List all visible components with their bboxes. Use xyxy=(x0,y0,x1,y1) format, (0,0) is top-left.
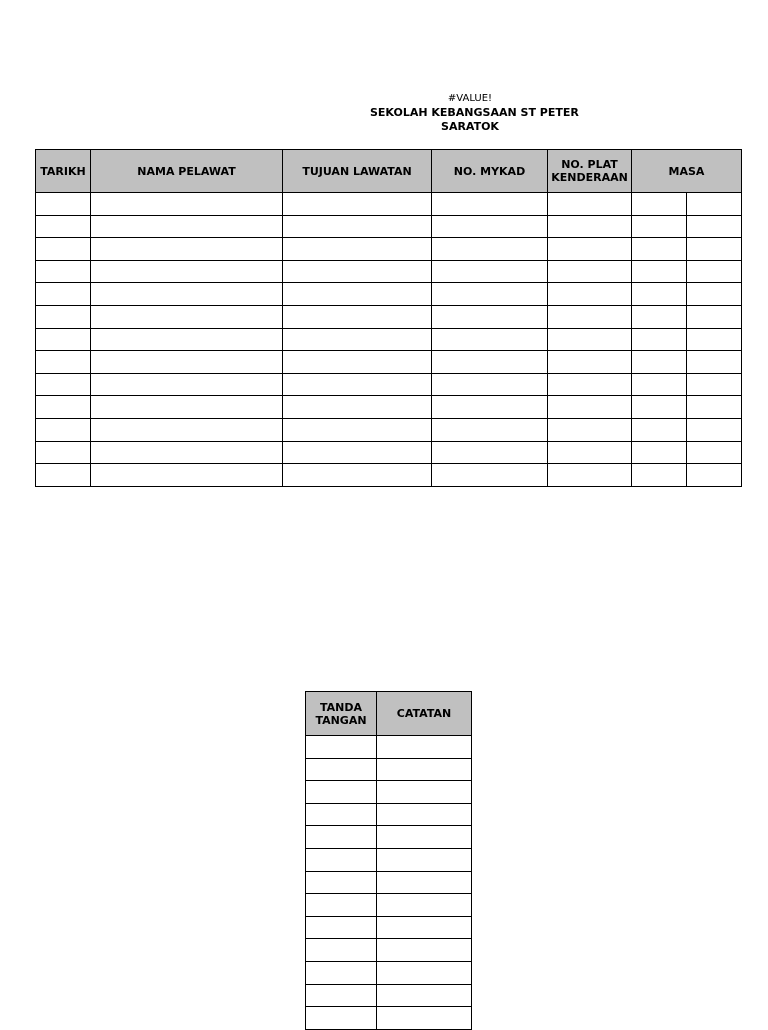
cell-tanda-tangan[interactable] xyxy=(306,826,377,849)
cell-masa-in[interactable] xyxy=(632,215,687,238)
table-row xyxy=(306,803,472,826)
school-name: SEKOLAH KEBANGSAAN ST PETER xyxy=(370,106,579,119)
cell-no-plat-kenderaan[interactable] xyxy=(548,418,632,441)
cell-masa-in[interactable] xyxy=(632,464,687,487)
cell-no-plat-kenderaan[interactable] xyxy=(548,305,632,328)
cell-masa-out[interactable] xyxy=(687,283,742,306)
cell-tujuan-lawatan[interactable] xyxy=(283,215,432,238)
cell-masa-out[interactable] xyxy=(687,396,742,419)
cell-tarikh[interactable] xyxy=(36,260,91,283)
cell-nama-pelawat[interactable] xyxy=(91,418,283,441)
cell-no-plat-kenderaan[interactable] xyxy=(548,215,632,238)
cell-tanda-tangan[interactable] xyxy=(306,871,377,894)
school-town: SARATOK xyxy=(441,120,499,133)
cell-no-plat-kenderaan[interactable] xyxy=(548,193,632,216)
cell-tujuan-lawatan[interactable] xyxy=(283,396,432,419)
table-row xyxy=(306,736,472,759)
cell-masa-in[interactable] xyxy=(632,373,687,396)
cell-tanda-tangan[interactable] xyxy=(306,1007,377,1030)
cell-catatan[interactable] xyxy=(377,1007,472,1030)
cell-catatan[interactable] xyxy=(377,781,472,804)
table-row xyxy=(36,373,742,396)
cell-nama-pelawat[interactable] xyxy=(91,305,283,328)
cell-masa-out[interactable] xyxy=(687,260,742,283)
cell-nama-pelawat[interactable] xyxy=(91,215,283,238)
tanda-tangan-line1: TANDA xyxy=(319,700,362,714)
table-row xyxy=(306,826,472,849)
cell-tanda-tangan[interactable] xyxy=(306,848,377,871)
cell-no-plat-kenderaan[interactable] xyxy=(548,260,632,283)
cell-tanda-tangan[interactable] xyxy=(306,984,377,1007)
table-row xyxy=(36,260,742,283)
cell-masa-in[interactable] xyxy=(632,328,687,351)
table-row xyxy=(36,351,742,374)
header-error-value: #VALUE! xyxy=(447,93,493,104)
cell-tanda-tangan[interactable] xyxy=(306,758,377,781)
cell-nama-pelawat[interactable] xyxy=(91,328,283,351)
cell-tarikh[interactable] xyxy=(36,283,91,306)
cell-no-mykad[interactable] xyxy=(432,373,548,396)
cell-nama-pelawat[interactable] xyxy=(91,260,283,283)
table-row xyxy=(36,464,742,487)
table-row xyxy=(306,939,472,962)
cell-tarikh[interactable] xyxy=(36,193,91,216)
cell-tujuan-lawatan[interactable] xyxy=(283,418,432,441)
cell-masa-in[interactable] xyxy=(632,418,687,441)
column-header-catatan: CATATAN xyxy=(377,692,472,736)
cell-catatan[interactable] xyxy=(377,984,472,1007)
header-row xyxy=(306,692,472,736)
cell-tujuan-lawatan[interactable] xyxy=(283,464,432,487)
cell-masa-out[interactable] xyxy=(687,464,742,487)
column-header-masa: MASA xyxy=(632,150,742,193)
cell-tujuan-lawatan[interactable] xyxy=(283,238,432,261)
table-row xyxy=(36,396,742,419)
cell-nama-pelawat[interactable] xyxy=(91,441,283,464)
cell-nama-pelawat[interactable] xyxy=(91,396,283,419)
cell-catatan[interactable] xyxy=(377,826,472,849)
cell-nama-pelawat[interactable] xyxy=(91,351,283,374)
cell-no-plat-kenderaan[interactable] xyxy=(548,441,632,464)
cell-masa-in[interactable] xyxy=(632,441,687,464)
cell-tanda-tangan[interactable] xyxy=(306,803,377,826)
cell-tujuan-lawatan[interactable] xyxy=(283,260,432,283)
cell-tujuan-lawatan[interactable] xyxy=(283,283,432,306)
cell-no-plat-kenderaan[interactable] xyxy=(548,396,632,419)
cell-masa-out[interactable] xyxy=(687,351,742,374)
table-row xyxy=(306,758,472,781)
cell-tarikh[interactable] xyxy=(36,328,91,351)
column-header-no-mykad: NO. MYKAD xyxy=(432,150,548,193)
table-row xyxy=(36,328,742,351)
table-row xyxy=(306,916,472,939)
tanda-tangan-line2: TANGAN xyxy=(315,713,367,727)
cell-tanda-tangan[interactable] xyxy=(306,894,377,917)
column-header-tujuan-lawatan: TUJUAN LAWATAN xyxy=(283,150,432,193)
cell-tujuan-lawatan[interactable] xyxy=(283,373,432,396)
cell-no-plat-kenderaan[interactable] xyxy=(548,283,632,306)
cell-no-plat-kenderaan[interactable] xyxy=(548,328,632,351)
cell-catatan[interactable] xyxy=(377,871,472,894)
cell-tarikh[interactable] xyxy=(36,215,91,238)
table-row xyxy=(36,283,742,306)
visitor-log-body xyxy=(36,193,742,487)
cell-nama-pelawat[interactable] xyxy=(91,283,283,306)
cell-masa-in[interactable] xyxy=(632,283,687,306)
no-plat-line2: KENDERAAN xyxy=(551,171,628,184)
cell-nama-pelawat[interactable] xyxy=(91,373,283,396)
cell-tanda-tangan[interactable] xyxy=(306,961,377,984)
header-row xyxy=(36,150,742,193)
cell-tujuan-lawatan[interactable] xyxy=(283,305,432,328)
cell-tarikh[interactable] xyxy=(36,238,91,261)
cell-tanda-tangan[interactable] xyxy=(306,781,377,804)
cell-masa-out[interactable] xyxy=(687,328,742,351)
cell-tanda-tangan[interactable] xyxy=(306,916,377,939)
cell-catatan[interactable] xyxy=(377,916,472,939)
table-row xyxy=(36,238,742,261)
table-row xyxy=(306,894,472,917)
cell-no-mykad[interactable] xyxy=(432,351,548,374)
table-row xyxy=(306,984,472,1007)
cell-no-mykad[interactable] xyxy=(432,396,548,419)
cell-tarikh[interactable] xyxy=(36,418,91,441)
cell-masa-in[interactable] xyxy=(632,351,687,374)
table-row xyxy=(36,215,742,238)
cell-tujuan-lawatan[interactable] xyxy=(283,193,432,216)
cell-no-mykad[interactable] xyxy=(432,238,548,261)
cell-no-plat-kenderaan[interactable] xyxy=(548,351,632,374)
table-row xyxy=(36,305,742,328)
cell-tujuan-lawatan[interactable] xyxy=(283,328,432,351)
table-row xyxy=(306,848,472,871)
cell-no-mykad[interactable] xyxy=(432,464,548,487)
column-header-nama-pelawat: NAMA PELAWAT xyxy=(91,150,283,193)
cell-catatan[interactable] xyxy=(377,939,472,962)
cell-masa-out[interactable] xyxy=(687,215,742,238)
visitor-log-table xyxy=(35,149,742,487)
cell-tujuan-lawatan[interactable] xyxy=(283,351,432,374)
table-row xyxy=(36,441,742,464)
column-header-tanda-tangan xyxy=(306,692,377,736)
table-row xyxy=(306,961,472,984)
table-row xyxy=(36,193,742,216)
cell-catatan[interactable] xyxy=(377,894,472,917)
table-row xyxy=(306,1007,472,1030)
cell-catatan[interactable] xyxy=(377,803,472,826)
cell-tanda-tangan[interactable] xyxy=(306,736,377,759)
table-row xyxy=(306,781,472,804)
cell-masa-in[interactable] xyxy=(632,260,687,283)
table-row xyxy=(36,418,742,441)
table-row xyxy=(306,871,472,894)
signature-table xyxy=(305,691,472,1030)
cell-masa-out[interactable] xyxy=(687,193,742,216)
cell-no-mykad[interactable] xyxy=(432,260,548,283)
cell-nama-pelawat[interactable] xyxy=(91,464,283,487)
cell-masa-out[interactable] xyxy=(687,238,742,261)
cell-no-plat-kenderaan[interactable] xyxy=(548,238,632,261)
cell-no-plat-kenderaan[interactable] xyxy=(548,464,632,487)
cell-no-mykad[interactable] xyxy=(432,193,548,216)
cell-tarikh[interactable] xyxy=(36,373,91,396)
cell-masa-in[interactable] xyxy=(632,305,687,328)
cell-tarikh[interactable] xyxy=(36,464,91,487)
cell-nama-pelawat[interactable] xyxy=(91,193,283,216)
cell-no-mykad[interactable] xyxy=(432,328,548,351)
cell-no-mykad[interactable] xyxy=(432,305,548,328)
cell-masa-out[interactable] xyxy=(687,373,742,396)
cell-catatan[interactable] xyxy=(377,736,472,759)
cell-tarikh[interactable] xyxy=(36,305,91,328)
cell-no-mykad[interactable] xyxy=(432,215,548,238)
cell-masa-out[interactable] xyxy=(687,305,742,328)
cell-tujuan-lawatan[interactable] xyxy=(283,441,432,464)
cell-catatan[interactable] xyxy=(377,961,472,984)
cell-no-mykad[interactable] xyxy=(432,283,548,306)
cell-catatan[interactable] xyxy=(377,758,472,781)
cell-tarikh[interactable] xyxy=(36,351,91,374)
cell-masa-out[interactable] xyxy=(687,418,742,441)
cell-masa-in[interactable] xyxy=(632,396,687,419)
cell-tarikh[interactable] xyxy=(36,396,91,419)
column-header-no-plat-kenderaan xyxy=(548,150,632,193)
cell-masa-out[interactable] xyxy=(687,441,742,464)
cell-masa-in[interactable] xyxy=(632,193,687,216)
cell-no-mykad[interactable] xyxy=(432,441,548,464)
cell-no-mykad[interactable] xyxy=(432,418,548,441)
column-header-tarikh: TARIKH xyxy=(36,150,91,193)
cell-tarikh[interactable] xyxy=(36,441,91,464)
cell-masa-in[interactable] xyxy=(632,238,687,261)
cell-nama-pelawat[interactable] xyxy=(91,238,283,261)
cell-no-plat-kenderaan[interactable] xyxy=(548,373,632,396)
no-plat-line1: NO. PLAT xyxy=(561,158,618,171)
cell-catatan[interactable] xyxy=(377,848,472,871)
cell-tanda-tangan[interactable] xyxy=(306,939,377,962)
signature-table-body xyxy=(306,736,472,1030)
